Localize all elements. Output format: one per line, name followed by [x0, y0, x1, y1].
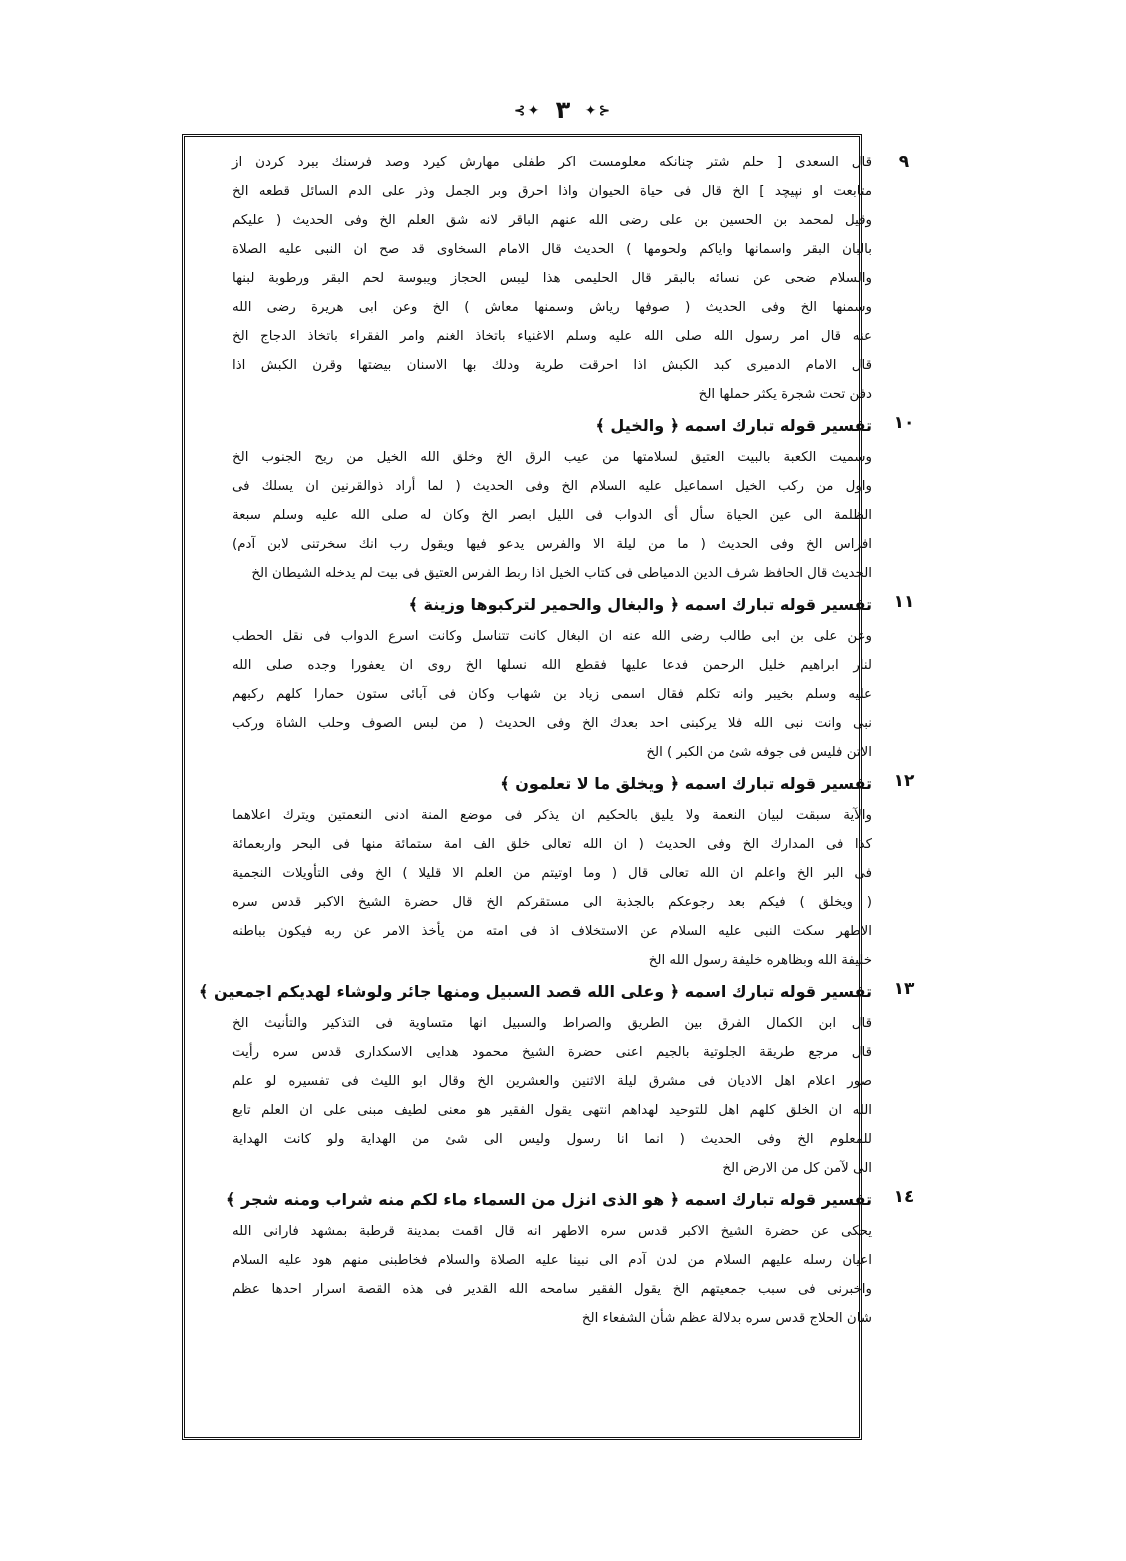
text-line: وقيل لمحمد بن الحسين بن على رضى الله عنهم الباقر لانه شق العلم الخ وفى الحديث ( عليكم [232, 213, 872, 228]
text-line: اعيان رسله عليهم السلام من لدن آدم الى نبينا عليه الصلاة والسلام فخاطبنى منهم هود عليه السلام [232, 1253, 872, 1268]
entry-13 [188, 975, 915, 1183]
text-line: قال السعدى [ حلم شتر چنانكه معلومست اكر طفلى مهارش كيرد وصد فرسنك ببرد كردن از [232, 155, 872, 170]
text-line: وسمنها الخ وفى الحديث ( صوفها رياش وسمنها معاش ) الخ وعن ابى هريرة رضى الله [232, 300, 872, 315]
entry-12 [188, 767, 915, 975]
text-line: بالبان البقر واسمانها واياكم ولحومها ) الحديث قال الامام السخاوى قد صح ان النبى عليه الصلاة [232, 242, 872, 257]
page-number: ٣ [555, 96, 571, 124]
page-header [0, 96, 1126, 124]
page-body [188, 148, 915, 1333]
text-line: والسلام ضحى عن نسائه بالبقر قال الحليمى هذا ليبس الحجاز ويبوسة لحم البقر ورطوبة لبنها [232, 271, 872, 286]
entry-number: ٩ [898, 152, 910, 172]
text-line: الى لآمن كل من الارض الخ [722, 1161, 872, 1176]
text-line: خليفة الله وبظاهره خليفة رسول الله الخ [648, 953, 872, 968]
text-line: للمعلوم الخ وفى الحديث ( انما انا رسول وليس الى شئ من الهداية ولو كانت الهداية [232, 1132, 872, 1147]
text-line: لنار ابراهيم خليل الرحمن فدعا عليها فقطع الله نسلها الخ روى ان يعفورا وجده صلى الله [232, 658, 872, 673]
text-line: نبى وانت نبى الله فلا يركبنى احد بعدك الخ وفى الحديث ( من لبس الصوف وحلب الشاة وركب [232, 716, 872, 731]
text-line: الحديث قال الحافظ شرف الدين الدمياطى فى كتاب الخيل اذا ربط الفرس العتيق فى بيت لم يدخله الشيطان الخ [251, 566, 872, 581]
text-line: قال ابن الكمال الفرق بين الطريق والصراط والسبيل انها متساوية فى التذكير والتأنيث الخ [232, 1016, 872, 1031]
text-line: دفن تحت شجرة يكثر حملها الخ [698, 387, 872, 402]
text-line: قال مرجع طريقة الجلوتية بالجيم اعنى حضرة الشيخ محمود هدايى الاسكدارى قدس سره رأيت [232, 1045, 872, 1060]
text-line: والآية سبقت لبيان النعمة ولا يليق بالحكيم ان يذكر فى موضع المنة ادنى النعمتين ويترك اعلاهما [232, 808, 872, 823]
entry-heading [188, 1183, 915, 1217]
ornament-left-icon: ⊰✦ [513, 103, 542, 119]
entry-number: ١١ [893, 592, 915, 612]
text-line: افراس الخ وفى الحديث ( ما من ليلة الا والفرس يدعو فيها ويقول رب انك سخرتنى لابن آدم) [232, 537, 872, 552]
entry-heading [188, 409, 915, 443]
text-line: متابعت او نپيچد ] الخ قال فى حياة الحيوان واذا احرق وبر الجمل وذر على الدم السائل قطعه الخ [232, 184, 872, 199]
entry-heading-text: تفسير قوله تبارك اسمه ﴿ وعلى الله قصد السبيل ومنها جائر ولوشاء لهديكم اجمعين ﴾ [199, 982, 872, 1001]
entry-number: ١٣ [893, 979, 915, 999]
entry-heading [188, 975, 915, 1009]
entry-heading-text: تفسير قوله تبارك اسمه ﴿ هو الذى انزل من السماء ماء لكم منه شراب ومنه شجر ﴾ [226, 1190, 872, 1209]
entry-number: ١٤ [893, 1187, 915, 1207]
entry-14 [188, 1183, 915, 1333]
text-line: عليه وسلم بخيبر وانه تكلم فقال اسمى زياد بن شهاب وكان فى آبائى ستون حمارا كلهم ركبهم [232, 687, 872, 702]
text-line: شان الحلاج قدس سره بدلالة عظم شأن الشفعاء الخ [581, 1311, 872, 1326]
entry-heading-text: تفسير قوله تبارك اسمه ﴿ ويخلق ما لا تعلمون ﴾ [500, 774, 872, 793]
entry-heading-text: تفسير قوله تبارك اسمه ﴿ والخيل ﴾ [595, 416, 872, 435]
text-line: يحكى عن حضرة الشيخ الاكبر قدس سره الاطهر انه قال اقمت بمدينة قرطبة بمشهد فارانى الله [232, 1224, 872, 1239]
text-line: وعن على بن ابى طالب رضى الله عنه ان البغال كانت تتناسل وكانت اسرع الدواب فى نقل الحطب [232, 629, 872, 644]
text-line: واخبرنى فى سبب جمعيتهم الخ يقول الفقير سامحه الله القدير فى هذه القصة اسرار احدها عظم [232, 1282, 872, 1297]
text-line: وسميت الكعبة بالبيت العتيق لسلامتها من عيب الرق الخ وخلق الله الخيل من ريح الجنوب الخ [232, 450, 872, 465]
entry-number: ١٢ [893, 771, 915, 791]
text-line: الظلمة الى عين الحياة سأل أى الدواب فى الليل ابصر الخ وكان له صلى الله عليه وسلم سبعة [232, 508, 872, 523]
text-line: الله ان الخلق كلهم اهل للتوحيد لهداهم انتهى يقول الفقير هو معنى لطيف مبنى على ان العلم تابع [232, 1103, 872, 1118]
entry-heading [188, 588, 915, 622]
text-line: ( ويخلق ) فيكم بعد رجوعكم بالجذبة الى مستقركم الخ قال حضرة الشيخ الاكبر قدس سره [232, 895, 872, 910]
text-line: كذا فى المدارك الخ وفى الحديث ( ان الله تعالى خلق الف امة ستمائة منها فى البحر واربعمائة [232, 837, 872, 852]
entry-number: ١٠ [893, 413, 915, 433]
text-line: عنه قال امر رسول الله صلى الله عليه وسلم الاغنياء باتخاذ الغنم وامر الفقراء باتخاذ الدجاج الخ [232, 329, 872, 344]
entry-9 [188, 148, 910, 409]
text-line: الاطهر سكت النبى عليه السلام عن الاستخلاف اذ فى امته من يأخذ الامر عن ربه فيكون بباطنه [232, 924, 872, 939]
text-line: قال الامام الدميرى كبد الكبش اذا احرقت طرية ودلك بها الاسنان بيضتها وقرن الكبش اذا [232, 358, 872, 373]
text-line: فى البر الخ واعلم ان الله تعالى قال ( وما اوتيتم من العلم الا قليلا ) الخ وفى التأويلات النجمية [232, 866, 872, 881]
entry-10 [188, 409, 915, 588]
text-line: واول من ركب الخيل اسماعيل عليه السلام الخ وفى الحديث ( لما أراد ذوالقرنين ان يسلك فى [232, 479, 872, 494]
entry-heading-text: تفسير قوله تبارك اسمه ﴿ والبغال والحمير لتركبوها وزينة ﴾ [408, 595, 872, 614]
entry-11 [188, 588, 915, 767]
text-line: الاتن فليس فى جوفه شئ من الكبر ) الخ [646, 745, 872, 760]
entry-heading [188, 767, 915, 801]
ornament-right-icon: ✦⊱ [584, 103, 613, 119]
text-line: صور اعلام اهل الاديان فى مشرق ليلة الاثنين والعشرين الخ وقال ابو الليث فى تفسيره لو علم [232, 1074, 872, 1089]
